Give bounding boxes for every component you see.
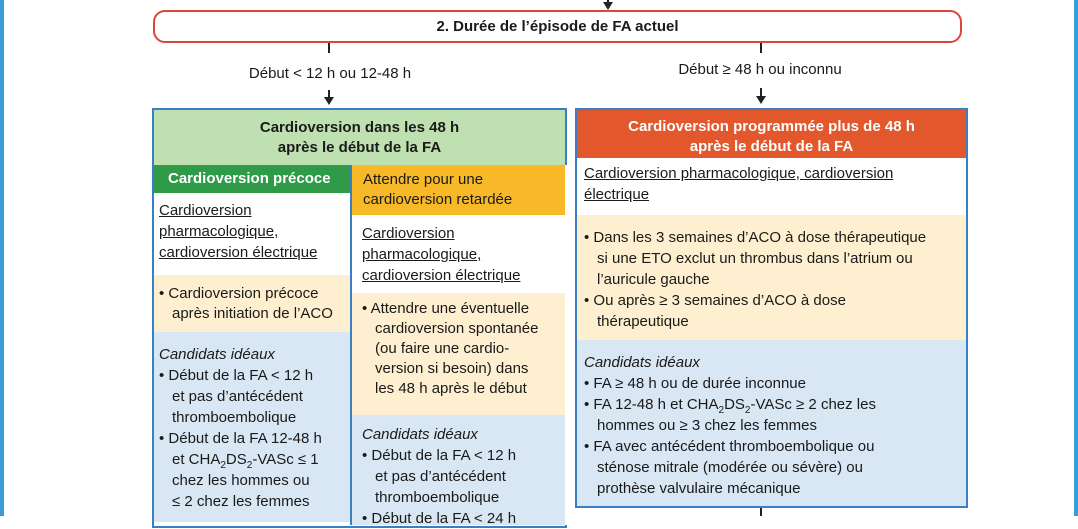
early-candidate-line: • Début de la FA 12-48 h xyxy=(159,430,322,447)
right-header-line1: Cardioversion programmée plus de 48 h xyxy=(628,118,915,135)
delayed-header-line1: Attendre pour une xyxy=(363,171,484,188)
cha-suffix: -VASc ≤ 1 xyxy=(252,451,319,468)
right-bullet-line: • Dans les 3 semaines d’ACO à dose thérapeutique xyxy=(584,229,927,246)
right-method-line: Cardioversion pharmacologique, cardioversion xyxy=(584,165,894,182)
delayed-bullet-line: version si besoin) dans xyxy=(375,360,529,377)
delayed-candidate-line: thromboembolique xyxy=(375,489,500,506)
left-header-line2: après le début de la FA xyxy=(277,139,442,156)
arrow-right-head xyxy=(756,96,766,104)
right-header-line2: après le début de la FA xyxy=(689,138,854,155)
delayed-candidate-line: • Début de la FA < 12 h xyxy=(362,447,517,464)
delayed-candidate-line: • Début de la FA < 24 h xyxy=(362,510,517,527)
delayed-bullet-line: (ou faire une cardio- xyxy=(375,340,510,357)
cha-prefix: • FA 12-48 h et CHA xyxy=(584,396,719,413)
right-methods xyxy=(577,158,966,215)
branch-left-label: Début < 12 h ou 12-48 h xyxy=(248,65,412,82)
step-2-box xyxy=(153,10,962,43)
early-method-line: Cardioversion xyxy=(159,202,252,219)
cha-mid: DS xyxy=(225,451,247,468)
right-bullet-line: si une ETO exclut un thrombus dans l’atrium ou xyxy=(597,250,913,267)
page-frame-left xyxy=(0,0,4,516)
arrow-top-head xyxy=(603,2,613,10)
right-method-line: électrique xyxy=(584,186,650,203)
cha-sub: 2 xyxy=(246,460,253,471)
delayed-header-line2: cardioversion retardée xyxy=(363,191,513,208)
delayed-bullet-line: les 48 h après le début xyxy=(375,380,527,397)
early-candidate-line: thromboembolique xyxy=(172,409,297,426)
page-frame-right xyxy=(1074,0,1078,516)
early-bullet-line: • Cardioversion précoce xyxy=(159,285,319,302)
early-candidates xyxy=(154,332,350,522)
cha-sub: 2 xyxy=(718,405,725,416)
early-candidate-line: et pas d’antécédent xyxy=(172,388,303,405)
early-candidates-title: Candidats idéaux xyxy=(159,346,275,363)
right-recommendation xyxy=(577,215,966,340)
delayed-bullet-line: cardioversion spontanée xyxy=(375,320,539,337)
delayed-candidate-line: et pas d’antécédent xyxy=(375,468,506,485)
delayed-method-line: cardioversion électrique xyxy=(362,267,521,284)
early-candidate-line: ≤ 2 chez les femmes xyxy=(172,493,310,510)
early-candidate-line: chez les hommes ou xyxy=(172,472,310,489)
delayed-bullet-line: • Attendre une éventuelle xyxy=(362,300,530,317)
early-candidate-cha-line xyxy=(159,449,350,470)
delayed-recommendation xyxy=(352,293,565,415)
right-bullet-line: l’auricule gauche xyxy=(597,271,710,288)
left-header-line1: Cardioversion dans les 48 h xyxy=(259,119,460,136)
early-method-line: cardioversion électrique xyxy=(159,244,318,261)
early-cardioversion-header: Cardioversion précoce xyxy=(154,165,350,193)
cha-mid: DS xyxy=(724,396,745,413)
right-candidates-title: Candidats idéaux xyxy=(584,354,700,371)
delayed-method-line: pharmacologique, xyxy=(362,246,482,263)
early-recommendation xyxy=(154,275,350,332)
early-method-line: pharmacologique, xyxy=(159,223,279,240)
cha-sub: 2 xyxy=(220,460,226,471)
cha-sub: 2 xyxy=(744,405,751,416)
early-methods xyxy=(154,193,350,275)
step-2-title: 2. Durée de l’épisode de FA actuel xyxy=(436,18,679,35)
delayed-method-line: Cardioversion xyxy=(362,225,455,242)
branch-right-label: Début ≥ 48 h ou inconnu xyxy=(678,61,842,78)
early-candidate-line: • Début de la FA < 12 h xyxy=(159,367,314,384)
delayed-methods xyxy=(352,215,565,293)
right-header xyxy=(577,110,966,158)
delayed-candidates-title: Candidats idéaux xyxy=(362,426,478,443)
delayed-cardioversion-header xyxy=(352,165,565,215)
cha-suffix: -VASc ≥ 2 chez les xyxy=(750,396,876,413)
right-candidate-cha-line xyxy=(584,394,966,415)
right-candidate-line: prothèse valvulaire mécanique xyxy=(597,480,801,497)
right-candidate-line: • FA avec antécédent thromboembolique ou xyxy=(584,438,875,455)
right-bullet-line: thérapeutique xyxy=(597,313,689,330)
right-candidate-line: sténose mitrale (modérée ou sévère) ou xyxy=(597,459,863,476)
right-candidate-line: • FA ≥ 48 h ou de durée inconnue xyxy=(584,375,806,392)
right-bullet-line: • Ou après ≥ 3 semaines d’ACO à dose xyxy=(584,292,846,309)
arrow-right-bottom-line xyxy=(760,508,762,516)
early-bullet-line: après initiation de l’ACO xyxy=(172,305,333,322)
delayed-candidates xyxy=(352,415,565,525)
right-candidates xyxy=(577,340,966,506)
cha-prefix: et CHA xyxy=(172,451,221,468)
arrow-left-head xyxy=(324,97,334,105)
connector-left-top xyxy=(328,43,330,53)
connector-right-top xyxy=(760,43,762,53)
left-header xyxy=(154,110,565,165)
right-candidate-line: hommes ou ≥ 3 chez les femmes xyxy=(597,417,817,434)
